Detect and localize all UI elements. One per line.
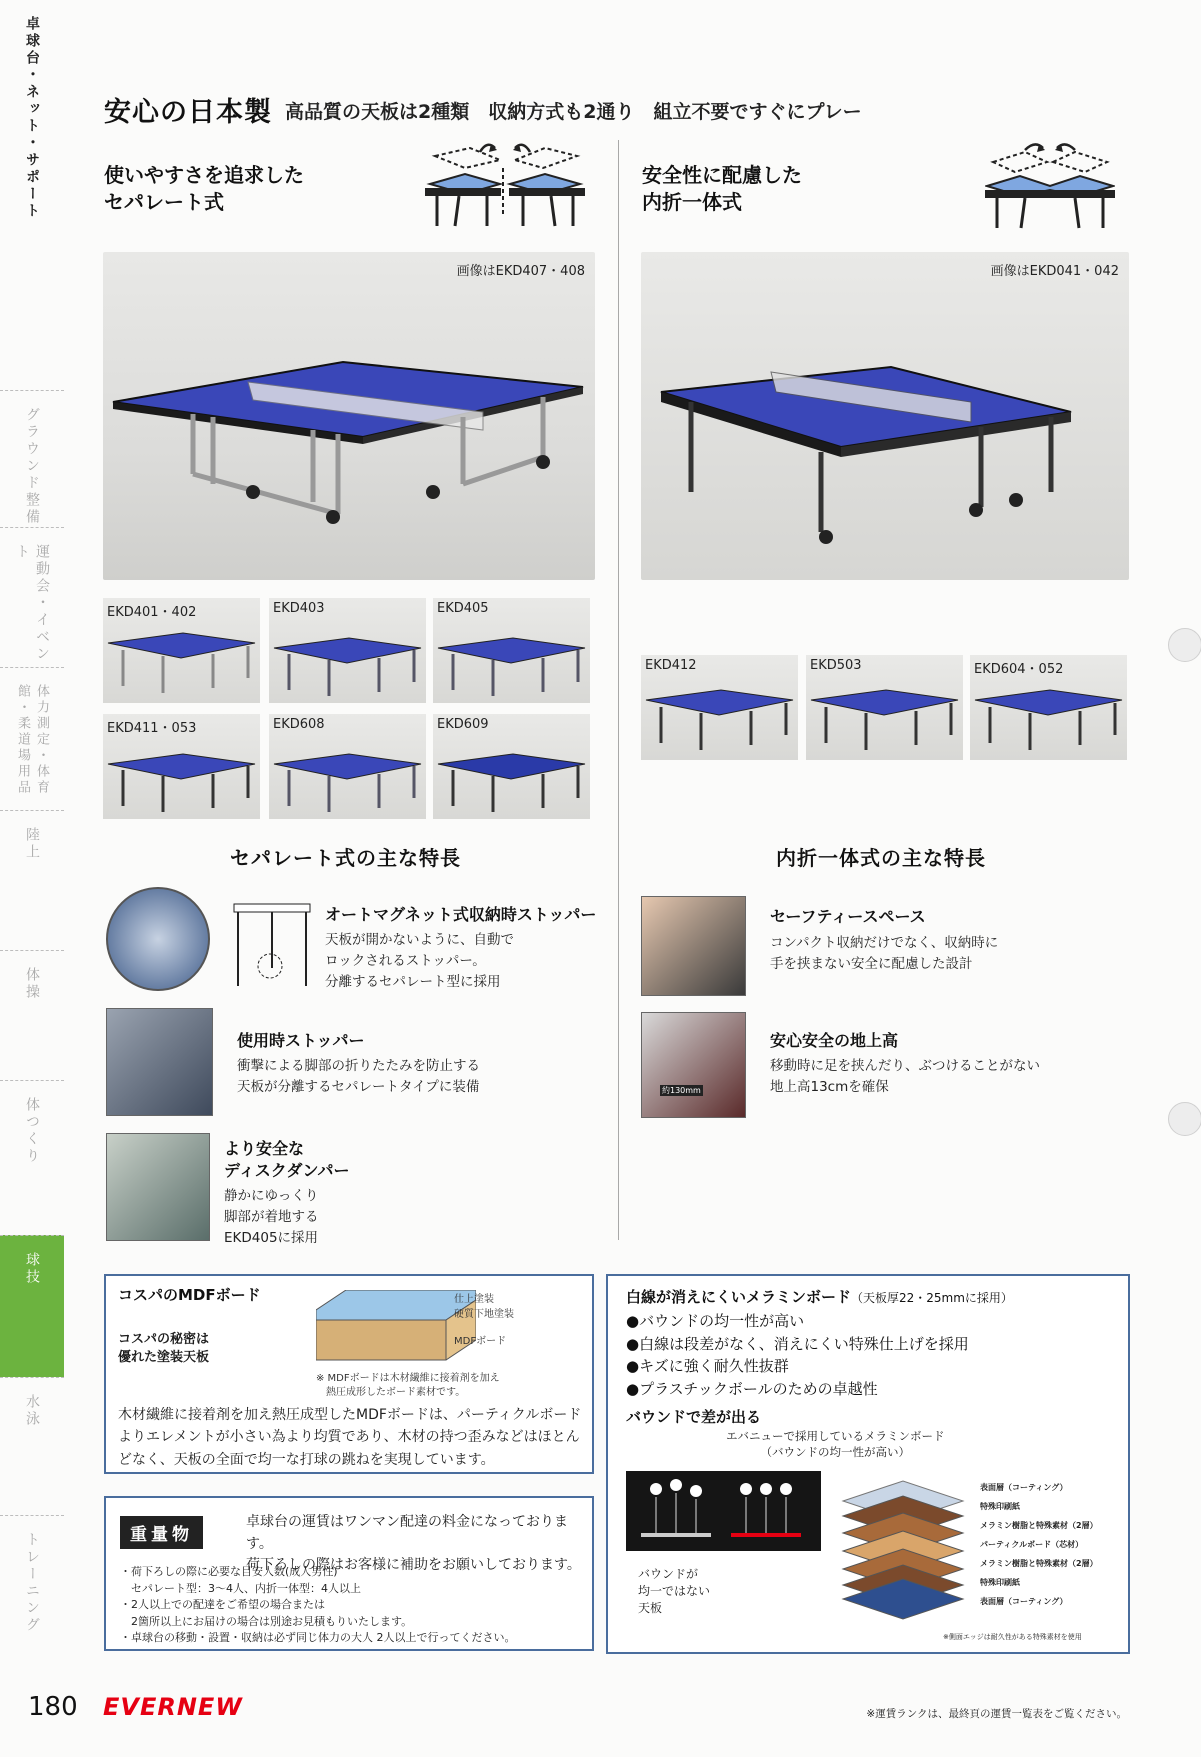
sidebar-item-training[interactable]: トレーニング <box>0 1515 64 1675</box>
bullet-item: ●キズに強く耐久性抜群 <box>626 1357 789 1375</box>
page-title: 安心の日本製 <box>104 97 272 128</box>
brand-logo: EVERNEW <box>103 1693 243 1721</box>
feature-title: オートマグネット式収納時ストッパー <box>325 905 597 924</box>
product-thumb[interactable]: EKD609 <box>433 714 590 819</box>
mdf-description: 木材繊維に接着剤を加え熱圧成型したMDFボードは、パーティクルボードよりエレメントが小さい為より均質であり、木材の持つ歪みなどはほとんどなく、天板の全面で均一な打球の跳ねを実現しています。 <box>118 1407 582 1468</box>
feature-body: 天板が開かないように、自動で ロックされるストッパー。 分離するセパレート型に採用 <box>325 932 514 990</box>
sidebar-item-body[interactable]: 体つくり <box>0 1080 64 1235</box>
column-divider <box>618 140 619 1240</box>
mdf-title: コスパのMDFボード <box>118 1286 261 1304</box>
sidebar-item-events[interactable]: 運動会・イベント <box>0 527 64 667</box>
table-tennis-table-illustration <box>103 252 595 580</box>
feature-body: 衝撃による脚部の折りたたみを防止する 天板が分離するセパレートタイプに装備 <box>237 1058 480 1095</box>
bounce-balls-illustration <box>626 1471 821 1551</box>
feature-body: 移動時に足を挟んだり、ぶつけることがない 地上高13cmを確保 <box>770 1058 1040 1095</box>
punch-hole <box>1168 628 1201 662</box>
sidebar-item-table-tennis[interactable]: 卓球台・ネット・サポート <box>24 16 40 220</box>
stopper-diagram <box>230 898 315 988</box>
melamine-layer-labels: 表面層（コーティング） 特殊印刷紙 メラミン樹脂と特殊素材（2層） パーティクルボード（芯材） メラミン樹脂と特殊素材（2層） 特殊印刷紙 表面層（コーティング） <box>980 1483 1098 1606</box>
bound-title: バウンドで差が出る <box>626 1408 762 1426</box>
bounce-comparison-image <box>626 1471 821 1551</box>
layer-label: 硬質下地塗装 <box>454 1309 514 1320</box>
inner-fold-features-heading: 内折一体式の主な特長 <box>776 846 986 870</box>
product-thumb[interactable]: EKD412 <box>641 655 798 760</box>
bullet-item: ●白線は段差がなく、消えにくい特殊仕上げを採用 <box>626 1334 969 1353</box>
product-thumb[interactable]: EKD608 <box>269 714 426 819</box>
sidebar-item-ball-games[interactable]: 球技 <box>0 1235 64 1377</box>
layers-note: ※側面エッジは耐久性がある特殊素材を使用 <box>943 1633 1082 1641</box>
separate-table-photo: 画像はEKD407・408 <box>103 252 595 580</box>
heavy-item-tag: 重量物 <box>120 1516 203 1549</box>
product-thumb[interactable]: EKD405 <box>433 598 590 703</box>
sidebar-item-gymnastics[interactable]: 体操 <box>0 950 64 1080</box>
category-sidebar <box>0 0 66 1757</box>
product-thumb[interactable]: EKD604・052 <box>970 655 1127 760</box>
bullet-item: ●プラスチックボールのための卓越性 <box>626 1379 878 1398</box>
mdf-note: ※ MDFボードは木材繊維に接着剤を加え 熱圧成形したボード素材です。 <box>316 1373 500 1398</box>
separate-type-title: 使いやすさを追求した セパレート式 <box>104 163 304 214</box>
sidebar-item-swimming[interactable]: 水泳 <box>0 1377 64 1515</box>
safety-space-photo <box>641 896 746 996</box>
feature-title: より安全な ディスクダンパー <box>224 1139 350 1180</box>
melamine-board-box <box>606 1274 1130 1654</box>
heavy-item-notes: ・荷下ろしの際に必要な目安人数(成人男性) セパレート型：3～4人、内折一体型：4人以上 ・2人以上での配達をご希望の場合または 2箇所以上にお届けの場合は別途お見積もりいたします。 ・卓球台の移動・設置・収納は必ず同じ体力の大人 2人以上で行ってください。 <box>120 1565 516 1644</box>
mdf-layer-diagram <box>316 1290 476 1370</box>
product-thumb[interactable]: EKD411・053 <box>103 714 260 819</box>
disc-damper-photo <box>106 1133 210 1241</box>
separate-features-heading: セパレート式の主な特長 <box>230 846 461 870</box>
melamine-title: 白線が消えにくいメラミンボード（天板厚22・25mmに採用） <box>626 1288 1013 1306</box>
page-number: 180 <box>28 1692 78 1722</box>
sidebar-item-ground[interactable]: グラウンド整備 <box>0 390 64 527</box>
feature-title: 安心安全の地上高 <box>770 1031 899 1050</box>
product-thumb[interactable]: EKD401・402 <box>103 598 260 703</box>
magnet-stopper-photo <box>106 887 210 991</box>
inner-fold-icon <box>985 140 1115 230</box>
punch-hole <box>1168 1102 1201 1136</box>
heavy-item-main: 卓球台の運賃はワンマン配達の料金になっております。 荷下ろしの際はお客様に補助をお願いしております。 <box>246 1514 581 1574</box>
bound-left-caption: バウンドが 均一ではない 天板 <box>638 1567 711 1615</box>
feature-body: コンパクト収納だけでなく、収納時に 手を挟まない安全に配慮した設計 <box>770 935 999 972</box>
feature-title: セーフティースペース <box>770 907 926 926</box>
mdf-subtitle: コスパの秘密は 優れた塗装天板 <box>118 1332 210 1366</box>
inner-fold-table-photo: 画像はEKD041・042 <box>641 252 1129 580</box>
bound-caption: エバニューで採用しているメラミンボード （バウンドの均一性が高い） <box>726 1429 945 1459</box>
melamine-layer-diagram <box>833 1471 973 1631</box>
use-stopper-photo <box>106 1008 213 1116</box>
table-tennis-table-illustration <box>641 252 1129 580</box>
footer-note: ※運賃ランクは、最終頁の運賃一覧表をご覧ください。 <box>866 1708 1127 1720</box>
separate-fold-icon <box>425 138 585 230</box>
product-thumb[interactable]: EKD403 <box>269 598 426 703</box>
sidebar-item-fitness[interactable]: 体力測定・体育館・柔道場用品 <box>0 667 64 810</box>
heavy-item-box <box>104 1496 594 1651</box>
product-thumb[interactable]: EKD503 <box>806 655 963 760</box>
page-subtitle: 高品質の天板は2種類 収納方式も2通り 組立不要ですぐにプレー <box>285 101 862 123</box>
layer-label: 仕上塗装 <box>454 1294 494 1305</box>
inner-fold-type-title: 安全性に配慮した 内折一体式 <box>642 163 802 214</box>
melamine-bullets <box>626 1310 969 1400</box>
feature-body: 静かにゆっくり 脚部が着地する EKD405に採用 <box>224 1188 319 1246</box>
sidebar-item-track[interactable]: 陸上 <box>0 810 64 950</box>
layer-label: MDFボード <box>454 1336 507 1347</box>
bullet-item: ●バウンドの均一性が高い <box>626 1312 805 1330</box>
feature-title: 使用時ストッパー <box>237 1031 365 1050</box>
clearance-label: 約130mm <box>662 1086 701 1095</box>
ground-clearance-photo <box>641 1012 746 1118</box>
mdf-board-box <box>104 1274 594 1474</box>
